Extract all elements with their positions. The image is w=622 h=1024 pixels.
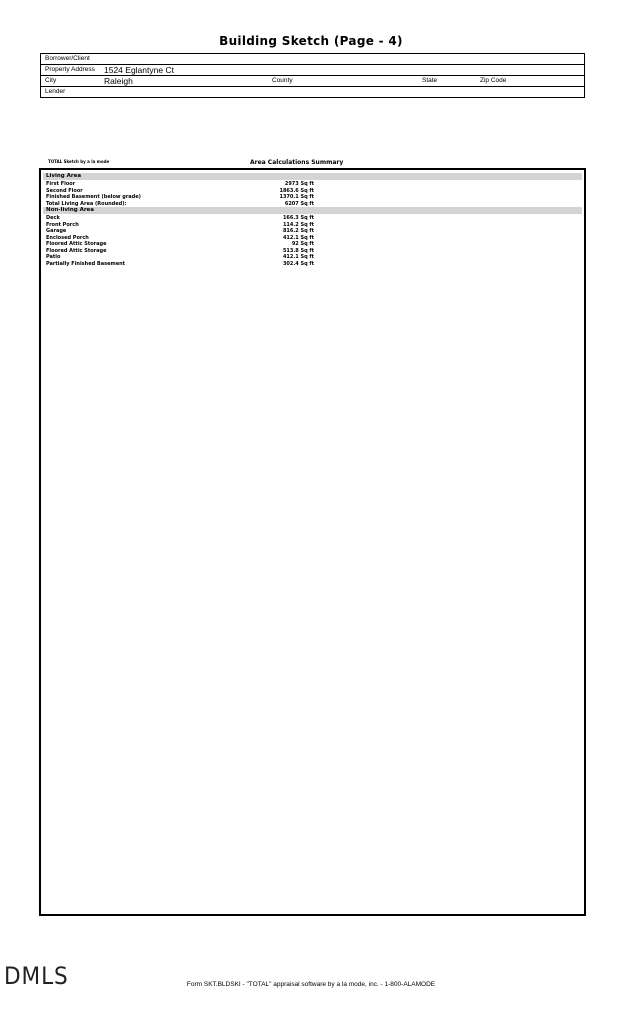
living-row-value: 1863.6 Sq ft <box>279 187 314 194</box>
non-living-area-header: Non-living Area <box>43 207 582 214</box>
nonliving-row-value: 412.1 Sq ft <box>282 234 314 241</box>
city-label: City <box>45 77 57 84</box>
nonliving-row-label: Patio <box>46 254 61 260</box>
property-info-table <box>40 53 585 98</box>
nonliving-row-value: 302.4 Sq ft <box>282 260 314 267</box>
area-summary-frame <box>39 168 586 916</box>
county-label: County <box>272 77 293 84</box>
dmls-watermark: DMLS <box>4 962 69 990</box>
living-row-label: Second Floor <box>46 187 83 194</box>
nonliving-row-label: Front Porch <box>46 221 79 228</box>
lender-row <box>41 87 585 98</box>
nonliving-row-label: Floored Attic Storage <box>46 247 107 254</box>
nonliving-row-label: Partially Finished Basement <box>46 260 126 267</box>
total-living-label: Total Living Area (Rounded): <box>46 200 127 207</box>
summary-title: Area Calculations Summary <box>250 159 344 166</box>
city-value: Raleigh <box>104 76 133 86</box>
property-address-value: 1524 Eglantyne Ct <box>104 65 174 75</box>
borrower-label: Borrower/Client <box>45 55 90 62</box>
borrower-row <box>41 54 585 65</box>
nonliving-row-value: 816.2 Sq ft <box>282 228 314 234</box>
nonliving-row-label: Enclosed Porch <box>46 234 89 241</box>
lender-label: Lender <box>45 88 66 95</box>
zip-code-label: Zip Code <box>480 77 507 84</box>
page-title: Building Sketch (Page - 4) <box>219 34 403 48</box>
living-area-header: Living Area <box>43 173 582 180</box>
nonliving-row-value: 412.1 Sq ft <box>282 254 314 260</box>
property-address-label: Property Address <box>45 66 95 73</box>
sketch-caption: TOTAL Sketch by a la mode <box>48 159 110 164</box>
property-address-row <box>41 65 585 76</box>
living-row-label: First Floor <box>46 181 76 187</box>
nonliving-row-value: 513.8 Sq ft <box>282 247 314 254</box>
nonliving-row-value: 92 Sq ft <box>291 241 314 247</box>
living-row-value: 2973 Sq ft <box>284 181 314 187</box>
city-row <box>41 76 585 87</box>
nonliving-row-label: Deck <box>46 215 60 221</box>
nonliving-row-label: Garage <box>46 228 67 234</box>
state-label: State <box>422 77 438 84</box>
nonliving-row-value: 166.3 Sq ft <box>282 215 314 221</box>
living-row-label: Finished Basement (below grade) <box>46 194 141 200</box>
nonliving-row-label: Floored Attic Storage <box>46 241 107 247</box>
living-row-value: 1370.1 Sq ft <box>279 194 314 200</box>
nonliving-row-value: 114.2 Sq ft <box>282 221 314 228</box>
total-living-value: 6207 Sq ft <box>284 200 314 207</box>
form-footer: Form SKT.BLDSKI - "TOTAL" appraisal software by a la mode, inc. - 1-800-ALAMODE <box>186 981 436 988</box>
